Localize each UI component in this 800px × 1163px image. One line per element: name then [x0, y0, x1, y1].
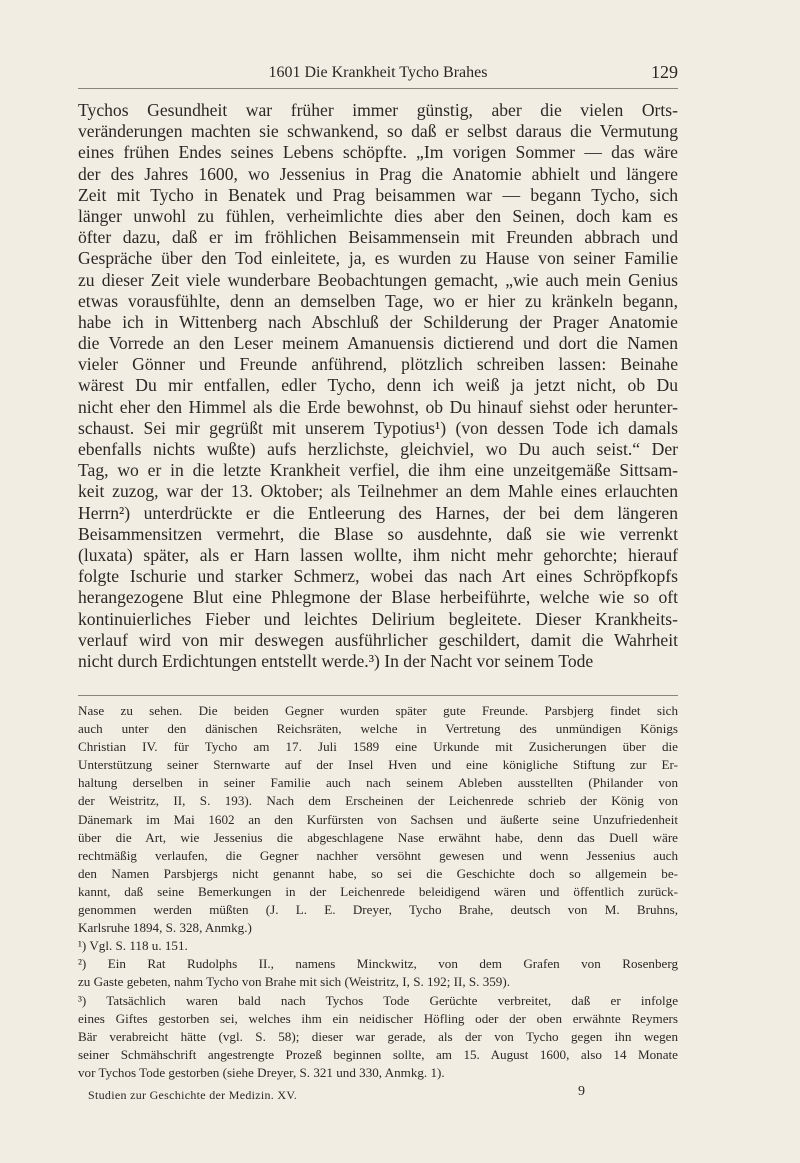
text-line: etwas vorausfühlte, denn an demselben Tage, wo er hier zu kränkeln begann,: [78, 290, 678, 311]
footnote-line: auch unter den dänischen Reichsräten, welche in Vertretung des unmündigen Königs: [78, 721, 678, 737]
text-line: nicht eher den Himmel als die Erde bewohnst, ob Du hinauf siehst oder herunter-: [78, 396, 678, 417]
text-line: Gespräche über den Tod einleitete, ja, es wurden zu Hause von seiner Familie: [78, 248, 678, 269]
footnote-line: zu Gaste gebeten, nahm Tycho von Brahe mit sich (Weistritz, I, S. 192; II, S. 359).: [78, 974, 510, 990]
footnote-line: kannt, daß seine Bemerkungen in der Leichenrede beleidigend wären und öffentlich zurück-: [78, 883, 678, 899]
text-line: veränderungen machten sie schwankend, so daß er selbst daraus die Vermutung: [78, 121, 678, 142]
running-title: 1601 Die Krankheit Tycho Brahes: [268, 64, 488, 81]
text-line: länger unwohl zu fühlen, verheimlichte dies aber den Seinen, doch kam es: [78, 205, 678, 226]
main-text: [78, 100, 678, 672]
signature-mark: 9: [578, 1084, 585, 1099]
text-line: folgte Ischurie und starker Schmerz, wobei das nach Art eines Schröpfkopfs: [78, 566, 678, 587]
footer-series: Studien zur Geschichte der Medizin. XV.: [88, 1088, 298, 1102]
footnote-separator: [78, 695, 678, 696]
text-line: Beisammensitzen vermehrt, die Blase so ausdehnte, daß sie wie verrenkt: [78, 523, 678, 544]
footnote-line: rechtmäßig verlaufen, die Gegner nachher versöhnt gewesen und wenn Jessenius auch: [78, 847, 678, 863]
footnote-line: Karlsruhe 1894, S. 328, Anmkg.): [78, 920, 252, 936]
running-header: [78, 62, 678, 89]
footnote-line: seiner Schmähschrift angestrengte Prozeß beginnen sollte, am 15. August 1600, also 14 Monate: [78, 1046, 678, 1062]
footnote-line: Unterstützung seiner Sternwarte auf der Insel Hven und eine königliche Stiftung zur Er-: [78, 757, 678, 773]
footnote-line: haltung derselben in seiner Familie auch nach seinem Ableben ausstellten (Philander von: [78, 775, 678, 791]
text-line: Tag, wo er in die letzte Krankheit verfiel, die ihm eine unzeitgemäße Sittsam-: [78, 460, 678, 481]
text-line: verlauf wird von mir deswegen ausführlicher geschildert, damit die Wahrheit: [78, 629, 678, 650]
footnote-line: ¹) Vgl. S. 118 u. 151.: [78, 938, 188, 954]
footnote-line: Christian IV. für Tycho am 17. Juli 1589 eine Urkunde mit Zusicherungen über die: [78, 739, 678, 755]
footnote-line: ²) Ein Rat Rudolphs II., namens Minckwitz, von dem Grafen von Rosenberg: [78, 956, 678, 972]
text-line: Herrn²) unterdrückte er die Entleerung des Harnes, der bei dem längeren: [78, 502, 678, 523]
text-line: Zeit mit Tycho in Benatek und Prag beisammen war — begann Tycho, sich: [78, 184, 678, 205]
text-line: (luxata) später, als er Harn lassen wollte, ihm nicht mehr gehorchte; hierauf: [78, 544, 678, 565]
text-line: die Vorrede an den Leser meinem Amanuensis dictierend und dort die Namen: [78, 333, 678, 354]
text-line: keit zuzog, war der 13. Oktober; als Teilnehmer an dem Mahle eines erlauchten: [78, 481, 678, 502]
text-line: vieler Gönner und Freunde anführend, plötzlich schreiben lassen: Beinahe: [78, 354, 678, 375]
footnote-line: vor Tychos Tode gestorben (siehe Dreyer, S. 321 und 330, Anmkg. 1).: [78, 1064, 445, 1080]
text-line: habe ich in Wittenberg nach Abschluß der Schilderung der Prager Anatomie: [78, 311, 678, 332]
text-line: wärest Du mir entfallen, edler Tycho, denn ich weiß ja jetzt nicht, ob Du: [78, 375, 678, 396]
text-line: nicht durch Erdichtungen entstellt werde.³) In der Nacht vor seinem Tode: [78, 650, 594, 671]
text-line: der des Jahres 1600, wo Jessenius in Prag die Anatomie abhielt und längere: [78, 163, 678, 184]
text-line: schaust. Sei mir gegrüßt mit unserem Typotius¹) (von dessen Tode ich damals: [78, 417, 678, 438]
text-line: Tychos Gesundheit war früher immer günstig, aber die vielen Orts-: [78, 100, 678, 120]
text-line: ebenfalls nichts wußte) aufs herzlichste, gleichviel, wo Du auch seist.“ Der: [78, 439, 678, 459]
text-line: öfter dazu, daß er im fröhlichen Beisammensein mit Freunden abbrach und: [78, 227, 678, 248]
footnote-line: den Namen Parsbjergs nicht genannt habe, so sei die Geschichte doch so allgemein be-: [78, 865, 678, 881]
footnote-line: Dänemark im Mai 1602 an den Kurfürsten von Sachsen und äußerte seine Unzufriedenheit: [78, 811, 678, 827]
footnotes: [78, 702, 678, 1082]
footnote-line: ³) Tatsächlich waren bald nach Tychos Tode Gerüchte verbreitet, daß er infolge: [78, 992, 678, 1008]
footnote-line: eines Giftes gestorben sei, welches ihm ein neidischer Höfling oder der oben erwähnte Reymers: [78, 1010, 678, 1026]
page-number: 129: [651, 62, 678, 82]
footnote-line: genommen werden müßten (J. L. E. Dreyer, Tycho Brahe, deutsch von M. Bruhns,: [78, 902, 678, 918]
text-line: herangezogene Blut eine Phlegmone der Blase herbeiführte, welche wie so oft: [78, 587, 678, 608]
footnote-line: Nase zu sehen. Die beiden Gegner wurden später gute Freunde. Parsbjerg findet sich: [78, 703, 678, 718]
text-line: eines frühen Endes seines Lebens schöpfte. „Im vorigen Sommer — das wäre: [78, 142, 678, 163]
footnote-line: Bär verabreicht hätte (vgl. S. 58); dieser war gerade, als der von Tycho gegen ihn wegen: [78, 1028, 678, 1044]
text-line: kontinuierliches Fieber und leichtes Delirium begleitete. Dieser Krankheits-: [78, 608, 678, 629]
footnote-line: der Weistritz, II, S. 193). Nach dem Erscheinen der Leichenrede schrieb der König von: [78, 793, 678, 809]
footnote-line: über die Art, wie Jessenius die abgeschlagene Nase erwähnt habe, denn das Duell wäre: [78, 829, 678, 845]
text-line: zu dieser Zeit viele wunderbare Beobachtungen gemacht, „wie auch mein Genius: [78, 269, 678, 290]
